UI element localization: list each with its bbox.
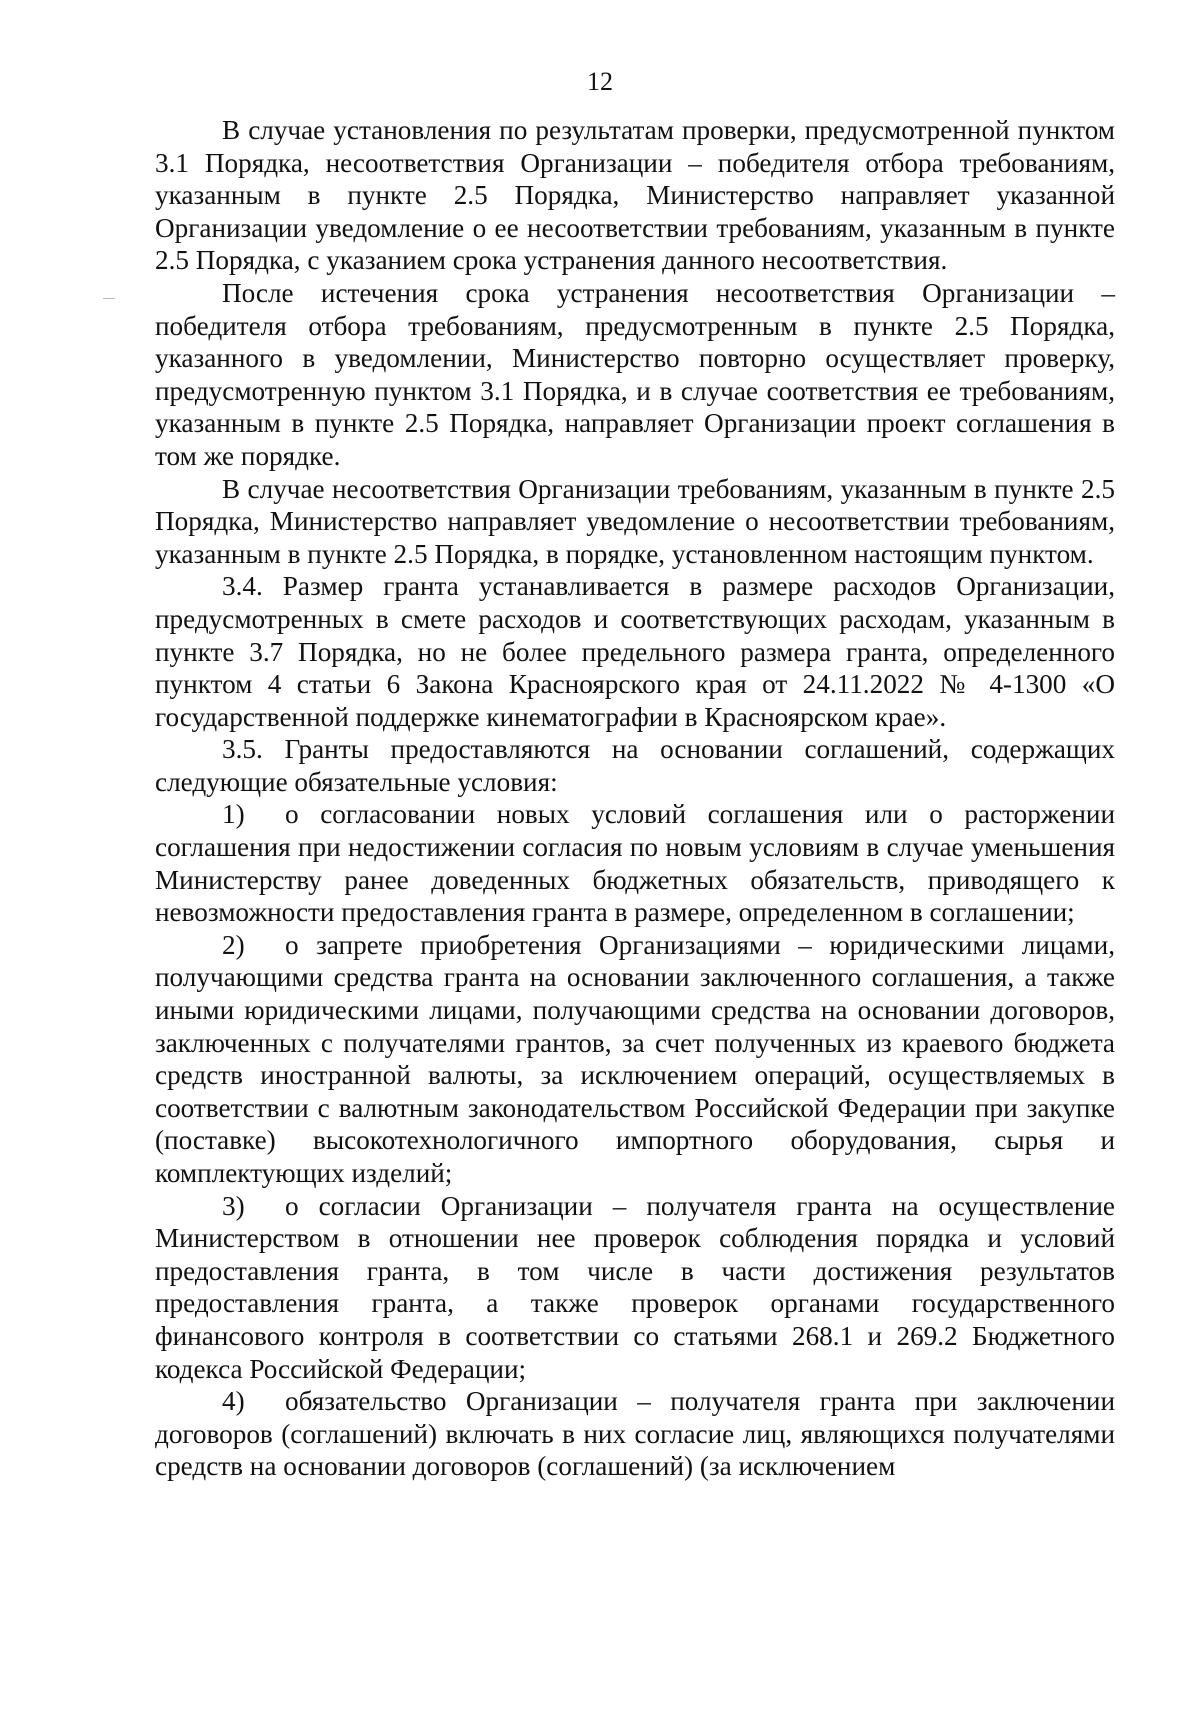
paragraph-3: В случае несоответствия Организации требованиям, указанным в пункте 2.5 Порядка, Министерство направляет уведомление о несоответствии требованиям, указанным в пункте 2.5 Порядка, в порядке, установленном настоящим пунктом.: [155, 473, 1115, 569]
list-item-text: о согласии Организации – получателя гранта на осуществление Министерством в отношении нее проверок соблюдения порядка и условий предоставления гранта, в том числе в части достижения результатов предоставления гранта, а также проверок органами государственного финансового контроля в соответствии со статьями 268.1 и 269.2 Бюджетного кодекса Российской Федерации;: [155, 1190, 1115, 1384]
list-item-number: 2): [222, 929, 245, 960]
paragraph-3-5: 3.5. Гранты предоставляются на основании соглашений, содержащих следующие обязательные условия:: [155, 734, 1115, 797]
document-body: [155, 114, 1115, 1483]
list-item-text: о запрете приобретения Организациями – юридическими лицами, получающими средства гранта на основании заключенного соглашения, а также иными юридическими лицами, получающими средства на основании договоров, заключенных с получателями грантов, за счет полученных из краевого бюджета средств иностранной валюты, за исключением операций, осуществляемых в соответствии с валютным законодательством Российской Федерации при закупке (поставке) высокотехнологичного импортного оборудования, сырья и комплектующих изделий;: [155, 929, 1115, 1188]
list-item-text: обязательство Организации – получателя гранта при заключении договоров (соглашений) включать в них согласие лиц, являющихся получателями средств на основании договоров (соглашений) (за исключением: [155, 1386, 1115, 1482]
list-item-3: [155, 1190, 1115, 1386]
margin-mark: [103, 298, 115, 299]
list-item-number: 4): [222, 1386, 245, 1417]
list-item-number: 1): [222, 799, 245, 830]
list-item-text: о согласовании новых условий соглашения или о расторжении соглашения при недостижении согласия по новым условиям в случае уменьшения Министерству ранее доведенных бюджетных обязательств, приводящего к невозможности предоставления гранта в размере, определенном в соглашении;: [155, 799, 1115, 928]
list-item-1: [155, 798, 1115, 928]
paragraph-3-4: 3.4. Размер гранта устанавливается в размере расходов Организации, предусмотренных в смете расходов и соответствующих расходам, указанным в пункте 3.7 Порядка, но не более предельного размера гранта, определенного пунктом 4 статьи 6 Закона Красноярского края от 24.11.2022 № 4-1300 «О государственной поддержке кинематографии в Красноярском крае».: [155, 571, 1115, 732]
list-item-2: [155, 929, 1115, 1190]
paragraph-1: В случае установления по результатам проверки, предусмотренной пунктом 3.1 Порядка, несоответствия Организации – победителя отбора требованиям, указанным в пункте 2.5 Порядка, Министерство направляет указанной Организации уведомление о ее несоответствии требованиям, указанным в пункте 2.5 Порядка, с указанием срока устранения данного несоответствия.: [155, 115, 1115, 276]
page-number: 12: [587, 67, 613, 96]
paragraph-2: После истечения срока устранения несоответствия Организации – победителя отбора требованиям, предусмотренным в пункте 2.5 Порядка, указанного в уведомлении, Министерство повторно осуществляет проверку, предусмотренную пунктом 3.1 Порядка, и в случае соответствия ее требованиям, указанным в пункте 2.5 Порядка, направляет Организации проект соглашения в том же порядке.: [155, 277, 1115, 471]
list-item-4: [155, 1385, 1115, 1483]
list-item-number: 3): [222, 1190, 245, 1221]
